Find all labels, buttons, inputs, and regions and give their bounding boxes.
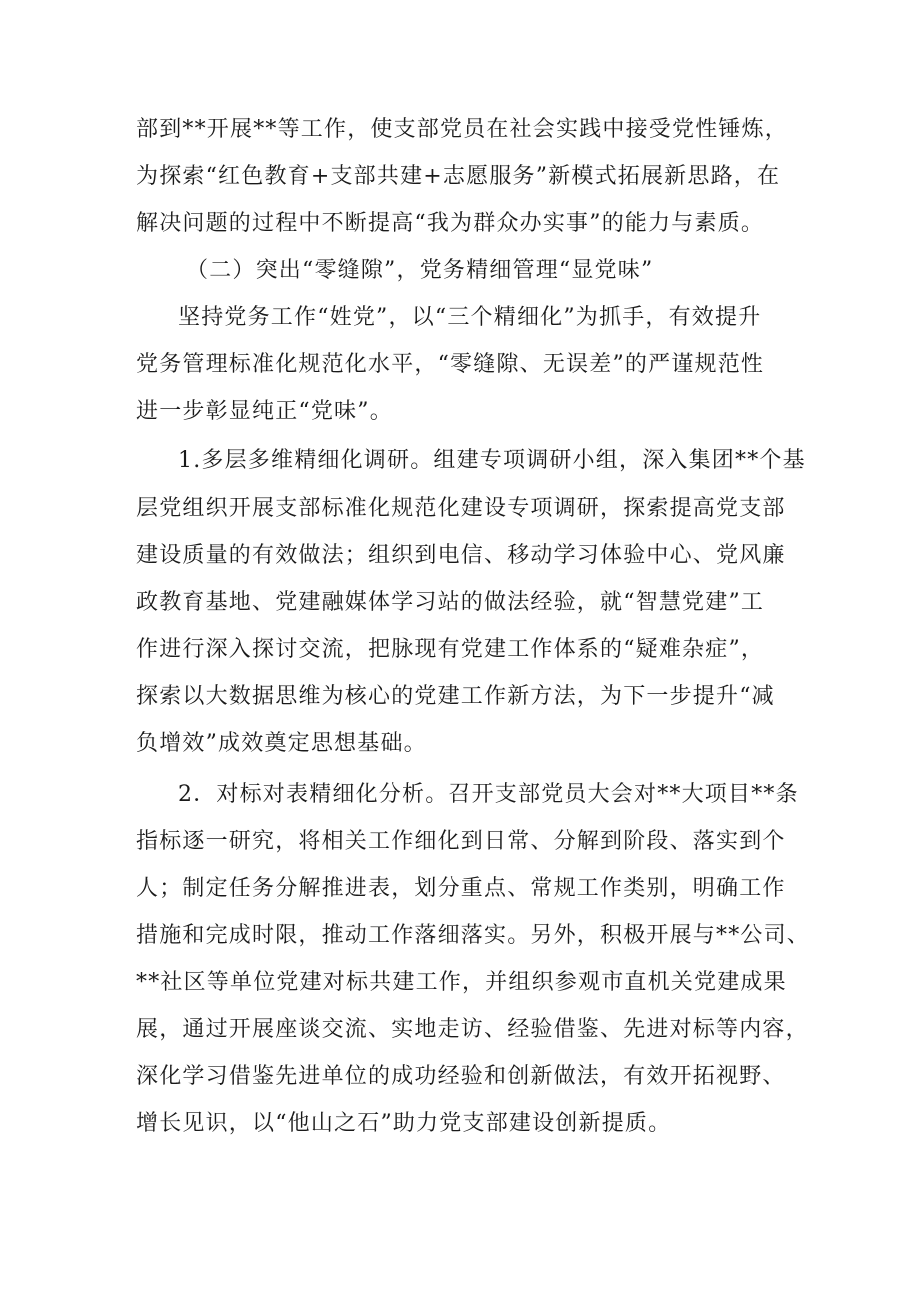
- paragraph-line: 展，通过开展座谈交流、实地走访、经验借鉴、先进对标等内容，: [136, 1017, 809, 1042]
- paragraph-line: 为探索“红色教育+支部共建+志愿服务”新模式拓展新思路，在: [136, 164, 781, 189]
- paragraph-line: 部到**开展**等工作，使支部党员在社会实践中接受党性锤炼，: [136, 117, 789, 142]
- paragraph-line: 坚持党务工作“姓党”，以“三个精细化”为抓手，有效提升: [178, 305, 762, 330]
- paragraph-line: 深化学习借鉴先进单位的成功经验和创新做法，有效开拓视野、: [136, 1064, 786, 1089]
- paragraph-line: 1.多层多维精细化调研。组建专项调研小组，深入集团**个基: [178, 448, 806, 473]
- paragraph-line: 进一步彰显纯正“党味”。: [136, 399, 393, 424]
- paragraph-line: 负增效”成效奠定思想基础。: [136, 731, 427, 756]
- paragraph-line: 措施和完成时限，推动工作落细落实。另外，积极开展与**公司、: [136, 923, 811, 948]
- paragraph-line: 2．对标对表精细化分析。召开支部党员大会对**大项目**条: [178, 782, 799, 807]
- section-heading: （二）突出“零缝隙”，党务精细管理“显党味”: [186, 258, 654, 283]
- paragraph-line: 解决问题的过程中不断提高“我为群众办实事”的能力与素质。: [136, 211, 765, 236]
- paragraph-line: 政教育基地、党建融媒体学习站的做法经验，就“智慧党建”工: [136, 590, 765, 615]
- paragraph-line: 党务管理标准化规范化水平，“零缝隙、无误差”的严谨规范性: [136, 352, 765, 377]
- paragraph-line: 指标逐一研究，将相关工作细化到日常、分解到阶段、落实到个: [136, 829, 786, 854]
- paragraph-line: **社区等单位党建对标共建工作，并组织参观市直机关党建成果: [136, 970, 787, 995]
- paragraph-line: 作进行深入探讨交流，把脉现有党建工作体系的“疑难杂症”，: [136, 637, 765, 662]
- paragraph-line: 增长见识，以“他山之石”助力党支部建设创新提质。: [136, 1111, 672, 1136]
- paragraph-line: 人；制定任务分解推进表，划分重点、常规工作类别，明确工作: [136, 876, 786, 901]
- paragraph-line: 建设质量的有效做法；组织到电信、移动学习体验中心、党风廉: [136, 543, 786, 568]
- paragraph-line: 层党组织开展支部标准化规范化建设专项调研，探索提高党支部: [136, 496, 786, 521]
- paragraph-line: 探索以大数据思维为核心的党建工作新方法，为下一步提升“减: [136, 684, 775, 709]
